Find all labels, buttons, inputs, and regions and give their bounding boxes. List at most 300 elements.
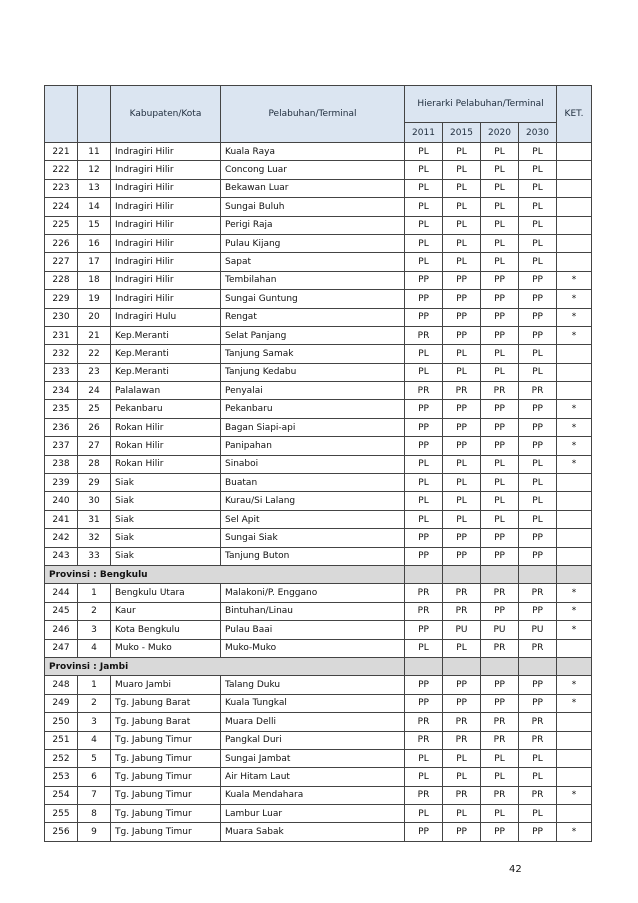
cell-pelabuhan: Sungai Buluh (221, 198, 405, 216)
cell-pelabuhan: Sungai Jambat (221, 749, 405, 767)
cell-ket: * (557, 786, 592, 804)
cell-sub-no: 5 (78, 749, 111, 767)
cell-hierarki-2020: PP (481, 271, 519, 289)
table-row (45, 768, 592, 786)
cell-hierarki-2030: PL (519, 198, 557, 216)
cell-hierarki-2020: PL (481, 179, 519, 197)
cell-kabupaten: Indragiri Hilir (111, 253, 221, 271)
cell-pelabuhan: Talang Duku (221, 676, 405, 694)
cell-sub-no: 1 (78, 584, 111, 602)
cell-pelabuhan: Bekawan Luar (221, 179, 405, 197)
cell-no: 241 (45, 510, 78, 528)
cell-hierarki-2015: PP (443, 823, 481, 841)
table-row (45, 805, 592, 823)
cell-pelabuhan: Pulau Baai (221, 621, 405, 639)
table-body (45, 143, 592, 842)
table-row (45, 216, 592, 234)
cell-ket: * (557, 418, 592, 436)
cell-no: 236 (45, 418, 78, 436)
cell-hierarki-2020: PR (481, 713, 519, 731)
cell-no: 256 (45, 823, 78, 841)
cell-pelabuhan: Kuala Raya (221, 143, 405, 161)
cell-hierarki-2020: PL (481, 363, 519, 381)
cell-ket: * (557, 621, 592, 639)
cell-hierarki-2030: PL (519, 455, 557, 473)
province-empty-cell (481, 657, 519, 675)
cell-no: 240 (45, 492, 78, 510)
cell-ket (557, 253, 592, 271)
cell-ket (557, 731, 592, 749)
cell-ket (557, 143, 592, 161)
cell-sub-no: 19 (78, 290, 111, 308)
cell-hierarki-2020: PP (481, 437, 519, 455)
cell-hierarki-2030: PR (519, 731, 557, 749)
province-empty-cell (557, 657, 592, 675)
cell-hierarki-2011: PR (405, 382, 443, 400)
table-row (45, 621, 592, 639)
cell-sub-no: 33 (78, 547, 111, 565)
cell-no: 248 (45, 676, 78, 694)
province-header-row (45, 565, 592, 583)
table-row (45, 271, 592, 289)
table-row (45, 143, 592, 161)
cell-ket (557, 345, 592, 363)
cell-hierarki-2011: PL (405, 749, 443, 767)
cell-hierarki-2020: PR (481, 382, 519, 400)
cell-kabupaten: Tg. Jabung Barat (111, 694, 221, 712)
cell-no: 232 (45, 345, 78, 363)
cell-sub-no: 15 (78, 216, 111, 234)
table-row (45, 731, 592, 749)
cell-pelabuhan: Sungai Guntung (221, 290, 405, 308)
cell-sub-no: 11 (78, 143, 111, 161)
cell-hierarki-2030: PP (519, 271, 557, 289)
cell-hierarki-2011: PP (405, 418, 443, 436)
cell-hierarki-2020: PL (481, 510, 519, 528)
cell-hierarki-2020: PL (481, 805, 519, 823)
cell-hierarki-2015: PU (443, 621, 481, 639)
cell-no: 244 (45, 584, 78, 602)
cell-sub-no: 28 (78, 455, 111, 473)
cell-hierarki-2030: PR (519, 713, 557, 731)
cell-hierarki-2015: PR (443, 731, 481, 749)
table-row (45, 474, 592, 492)
cell-hierarki-2015: PP (443, 400, 481, 418)
cell-hierarki-2011: PP (405, 529, 443, 547)
cell-no: 246 (45, 621, 78, 639)
cell-hierarki-2015: PL (443, 492, 481, 510)
header-year-2020: 2020 (481, 123, 519, 143)
cell-sub-no: 24 (78, 382, 111, 400)
cell-ket (557, 161, 592, 179)
cell-ket: * (557, 694, 592, 712)
cell-kabupaten: Kep.Meranti (111, 363, 221, 381)
cell-sub-no: 32 (78, 529, 111, 547)
cell-hierarki-2030: PP (519, 418, 557, 436)
cell-no: 245 (45, 602, 78, 620)
province-empty-cell (443, 657, 481, 675)
cell-hierarki-2011: PL (405, 345, 443, 363)
cell-pelabuhan: Sapat (221, 253, 405, 271)
table-row (45, 253, 592, 271)
cell-no: 238 (45, 455, 78, 473)
cell-pelabuhan: Kuala Mendahara (221, 786, 405, 804)
table-row (45, 676, 592, 694)
table-row (45, 492, 592, 510)
cell-hierarki-2011: PL (405, 492, 443, 510)
cell-no: 249 (45, 694, 78, 712)
cell-kabupaten: Siak (111, 547, 221, 565)
cell-pelabuhan: Kuala Tungkal (221, 694, 405, 712)
cell-hierarki-2020: PP (481, 400, 519, 418)
province-label: Provinsi : Jambi (45, 657, 405, 675)
cell-no: 247 (45, 639, 78, 657)
cell-hierarki-2015: PP (443, 437, 481, 455)
table-row (45, 602, 592, 620)
cell-hierarki-2015: PL (443, 179, 481, 197)
cell-sub-no: 13 (78, 179, 111, 197)
cell-hierarki-2020: PL (481, 143, 519, 161)
cell-sub-no: 17 (78, 253, 111, 271)
cell-hierarki-2011: PL (405, 474, 443, 492)
cell-hierarki-2015: PL (443, 143, 481, 161)
cell-hierarki-2020: PP (481, 290, 519, 308)
cell-ket (557, 363, 592, 381)
cell-pelabuhan: Pangkal Duri (221, 731, 405, 749)
cell-hierarki-2011: PR (405, 731, 443, 749)
cell-sub-no: 2 (78, 694, 111, 712)
cell-no: 226 (45, 234, 78, 252)
cell-hierarki-2030: PP (519, 290, 557, 308)
cell-hierarki-2011: PL (405, 253, 443, 271)
cell-pelabuhan: Perigi Raja (221, 216, 405, 234)
cell-ket: * (557, 290, 592, 308)
cell-hierarki-2020: PP (481, 326, 519, 344)
cell-kabupaten: Kota Bengkulu (111, 621, 221, 639)
cell-kabupaten: Siak (111, 510, 221, 528)
cell-hierarki-2015: PR (443, 382, 481, 400)
table-row (45, 290, 592, 308)
cell-hierarki-2011: PL (405, 234, 443, 252)
table-row (45, 584, 592, 602)
cell-no: 233 (45, 363, 78, 381)
cell-sub-no: 3 (78, 621, 111, 639)
cell-hierarki-2030: PL (519, 768, 557, 786)
cell-ket: * (557, 271, 592, 289)
cell-hierarki-2020: PU (481, 621, 519, 639)
cell-pelabuhan: Tanjung Buton (221, 547, 405, 565)
cell-hierarki-2011: PL (405, 639, 443, 657)
cell-kabupaten: Indragiri Hilir (111, 198, 221, 216)
cell-hierarki-2011: PL (405, 805, 443, 823)
cell-pelabuhan: Tanjung Kedabu (221, 363, 405, 381)
cell-sub-no: 29 (78, 474, 111, 492)
cell-ket: * (557, 400, 592, 418)
cell-pelabuhan: Bagan Siapi-api (221, 418, 405, 436)
table-row (45, 345, 592, 363)
cell-kabupaten: Indragiri Hilir (111, 290, 221, 308)
cell-hierarki-2020: PP (481, 602, 519, 620)
cell-hierarki-2011: PL (405, 143, 443, 161)
cell-ket: * (557, 676, 592, 694)
cell-pelabuhan: Pekanbaru (221, 400, 405, 418)
cell-hierarki-2015: PR (443, 584, 481, 602)
cell-hierarki-2011: PL (405, 510, 443, 528)
cell-no: 243 (45, 547, 78, 565)
cell-hierarki-2015: PP (443, 694, 481, 712)
table-row (45, 382, 592, 400)
cell-no: 223 (45, 179, 78, 197)
cell-kabupaten: Kaur (111, 602, 221, 620)
cell-hierarki-2030: PP (519, 326, 557, 344)
cell-no: 229 (45, 290, 78, 308)
cell-hierarki-2020: PL (481, 234, 519, 252)
cell-hierarki-2015: PL (443, 234, 481, 252)
cell-kabupaten: Tg. Jabung Timur (111, 768, 221, 786)
cell-no: 221 (45, 143, 78, 161)
cell-kabupaten: Pekanbaru (111, 400, 221, 418)
cell-sub-no: 20 (78, 308, 111, 326)
cell-pelabuhan: Sinaboi (221, 455, 405, 473)
cell-sub-no: 31 (78, 510, 111, 528)
cell-hierarki-2030: PL (519, 179, 557, 197)
cell-sub-no: 6 (78, 768, 111, 786)
cell-sub-no: 21 (78, 326, 111, 344)
cell-hierarki-2011: PL (405, 161, 443, 179)
cell-hierarki-2020: PL (481, 253, 519, 271)
cell-sub-no: 27 (78, 437, 111, 455)
table-row (45, 529, 592, 547)
cell-sub-no: 4 (78, 639, 111, 657)
cell-kabupaten: Indragiri Hilir (111, 143, 221, 161)
cell-pelabuhan: Muara Delli (221, 713, 405, 731)
cell-kabupaten: Tg. Jabung Timur (111, 805, 221, 823)
cell-hierarki-2015: PL (443, 161, 481, 179)
cell-hierarki-2030: PR (519, 382, 557, 400)
province-empty-cell (405, 657, 443, 675)
cell-kabupaten: Rokan Hilir (111, 437, 221, 455)
cell-hierarki-2011: PR (405, 713, 443, 731)
cell-hierarki-2015: PL (443, 216, 481, 234)
table-row (45, 786, 592, 804)
cell-kabupaten: Tg. Jabung Timur (111, 823, 221, 841)
cell-sub-no: 30 (78, 492, 111, 510)
cell-hierarki-2030: PR (519, 639, 557, 657)
cell-no: 254 (45, 786, 78, 804)
cell-sub-no: 12 (78, 161, 111, 179)
cell-kabupaten: Indragiri Hilir (111, 179, 221, 197)
cell-no: 235 (45, 400, 78, 418)
cell-no: 242 (45, 529, 78, 547)
cell-pelabuhan: Air Hitam Laut (221, 768, 405, 786)
cell-sub-no: 25 (78, 400, 111, 418)
cell-hierarki-2020: PL (481, 768, 519, 786)
table-row (45, 547, 592, 565)
cell-pelabuhan: Tanjung Samak (221, 345, 405, 363)
cell-no: 239 (45, 474, 78, 492)
cell-hierarki-2015: PL (443, 768, 481, 786)
cell-pelabuhan: Rengat (221, 308, 405, 326)
cell-hierarki-2011: PL (405, 198, 443, 216)
cell-hierarki-2011: PP (405, 547, 443, 565)
cell-hierarki-2011: PL (405, 455, 443, 473)
cell-sub-no: 22 (78, 345, 111, 363)
cell-hierarki-2030: PL (519, 749, 557, 767)
cell-no: 250 (45, 713, 78, 731)
cell-kabupaten: Muko - Muko (111, 639, 221, 657)
cell-hierarki-2015: PP (443, 308, 481, 326)
cell-no: 231 (45, 326, 78, 344)
cell-hierarki-2011: PL (405, 363, 443, 381)
cell-hierarki-2011: PL (405, 768, 443, 786)
cell-hierarki-2030: PL (519, 492, 557, 510)
table-row (45, 749, 592, 767)
table-row (45, 326, 592, 344)
cell-sub-no: 3 (78, 713, 111, 731)
cell-hierarki-2011: PP (405, 694, 443, 712)
cell-hierarki-2030: PU (519, 621, 557, 639)
cell-hierarki-2030: PP (519, 437, 557, 455)
cell-pelabuhan: Kurau/Si Lalang (221, 492, 405, 510)
cell-pelabuhan: Panipahan (221, 437, 405, 455)
cell-hierarki-2030: PL (519, 216, 557, 234)
province-empty-cell (519, 565, 557, 583)
cell-sub-no: 23 (78, 363, 111, 381)
cell-kabupaten: Indragiri Hilir (111, 216, 221, 234)
cell-hierarki-2020: PP (481, 694, 519, 712)
cell-ket (557, 529, 592, 547)
cell-hierarki-2011: PP (405, 308, 443, 326)
table-row (45, 234, 592, 252)
table-row (45, 363, 592, 381)
cell-hierarki-2015: PL (443, 749, 481, 767)
cell-hierarki-2015: PP (443, 290, 481, 308)
cell-sub-no: 7 (78, 786, 111, 804)
cell-hierarki-2030: PL (519, 234, 557, 252)
province-empty-cell (481, 565, 519, 583)
cell-hierarki-2030: PL (519, 805, 557, 823)
table-row (45, 418, 592, 436)
header-pelabuhan: Pelabuhan/Terminal (221, 86, 405, 143)
header-no (45, 86, 78, 143)
cell-pelabuhan: Malakoni/P. Enggano (221, 584, 405, 602)
cell-hierarki-2011: PR (405, 326, 443, 344)
cell-hierarki-2020: PR (481, 731, 519, 749)
cell-hierarki-2030: PP (519, 676, 557, 694)
cell-hierarki-2030: PP (519, 308, 557, 326)
cell-ket: * (557, 823, 592, 841)
cell-hierarki-2015: PR (443, 786, 481, 804)
cell-ket (557, 510, 592, 528)
cell-hierarki-2011: PP (405, 271, 443, 289)
cell-hierarki-2030: PL (519, 363, 557, 381)
cell-hierarki-2011: PL (405, 179, 443, 197)
cell-kabupaten: Palalawan (111, 382, 221, 400)
province-header-row (45, 657, 592, 675)
cell-sub-no: 16 (78, 234, 111, 252)
cell-sub-no: 9 (78, 823, 111, 841)
cell-pelabuhan: Bintuhan/Linau (221, 602, 405, 620)
ports-table (44, 85, 592, 842)
cell-hierarki-2030: PP (519, 529, 557, 547)
cell-no: 228 (45, 271, 78, 289)
cell-hierarki-2020: PP (481, 308, 519, 326)
cell-ket (557, 492, 592, 510)
province-empty-cell (405, 565, 443, 583)
cell-ket: * (557, 602, 592, 620)
table-row (45, 161, 592, 179)
header-hierarki: Hierarki Pelabuhan/Terminal (405, 86, 557, 123)
cell-pelabuhan: Muko-Muko (221, 639, 405, 657)
cell-pelabuhan: Lambur Luar (221, 805, 405, 823)
cell-ket (557, 768, 592, 786)
cell-no: 224 (45, 198, 78, 216)
cell-hierarki-2011: PR (405, 602, 443, 620)
cell-hierarki-2020: PP (481, 529, 519, 547)
cell-no: 227 (45, 253, 78, 271)
cell-kabupaten: Rokan Hilir (111, 455, 221, 473)
cell-ket (557, 713, 592, 731)
cell-pelabuhan: Pulau Kijang (221, 234, 405, 252)
cell-hierarki-2020: PR (481, 639, 519, 657)
cell-pelabuhan: Buatan (221, 474, 405, 492)
cell-hierarki-2030: PL (519, 510, 557, 528)
cell-hierarki-2020: PP (481, 823, 519, 841)
cell-hierarki-2015: PP (443, 529, 481, 547)
table-row (45, 179, 592, 197)
header-ket: KET. (557, 86, 592, 143)
cell-pelabuhan: Sungai Siak (221, 529, 405, 547)
cell-ket (557, 474, 592, 492)
cell-hierarki-2030: PL (519, 474, 557, 492)
cell-hierarki-2030: PL (519, 161, 557, 179)
cell-hierarki-2020: PL (481, 216, 519, 234)
cell-hierarki-2020: PL (481, 455, 519, 473)
cell-ket (557, 749, 592, 767)
cell-hierarki-2020: PP (481, 547, 519, 565)
cell-hierarki-2015: PP (443, 676, 481, 694)
cell-hierarki-2020: PP (481, 418, 519, 436)
cell-hierarki-2030: PL (519, 143, 557, 161)
cell-kabupaten: Indragiri Hilir (111, 234, 221, 252)
cell-hierarki-2020: PL (481, 492, 519, 510)
province-label: Provinsi : Bengkulu (45, 565, 405, 583)
table-row (45, 198, 592, 216)
header-sub-no (78, 86, 111, 143)
cell-hierarki-2015: PP (443, 271, 481, 289)
cell-sub-no: 8 (78, 805, 111, 823)
cell-hierarki-2011: PP (405, 400, 443, 418)
cell-kabupaten: Kep.Meranti (111, 326, 221, 344)
cell-hierarki-2015: PL (443, 253, 481, 271)
cell-hierarki-2020: PL (481, 345, 519, 363)
header-year-2015: 2015 (443, 123, 481, 143)
cell-no: 237 (45, 437, 78, 455)
cell-kabupaten: Indragiri Hulu (111, 308, 221, 326)
cell-ket (557, 179, 592, 197)
table-row (45, 639, 592, 657)
cell-ket (557, 547, 592, 565)
cell-kabupaten: Indragiri Hilir (111, 271, 221, 289)
cell-hierarki-2015: PL (443, 455, 481, 473)
cell-no: 255 (45, 805, 78, 823)
cell-hierarki-2015: PL (443, 198, 481, 216)
cell-pelabuhan: Sel Apit (221, 510, 405, 528)
header-year-2030: 2030 (519, 123, 557, 143)
cell-hierarki-2020: PR (481, 786, 519, 804)
province-empty-cell (443, 565, 481, 583)
cell-kabupaten: Tg. Jabung Timur (111, 731, 221, 749)
